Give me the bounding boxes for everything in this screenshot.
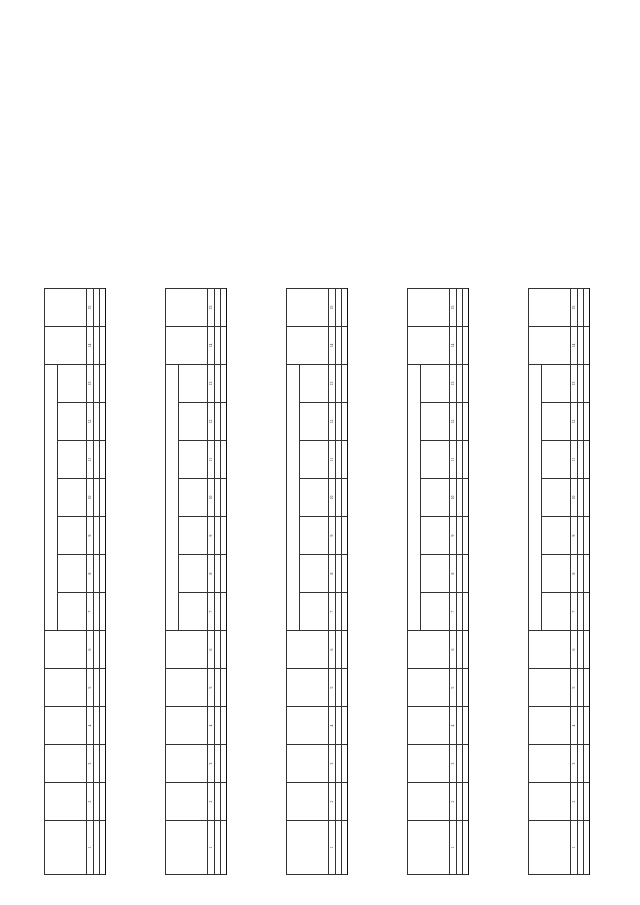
column-header xyxy=(287,326,329,364)
column-header xyxy=(529,745,571,783)
table-cell xyxy=(100,441,106,479)
table-cell xyxy=(221,441,227,479)
column-header xyxy=(542,403,571,441)
column-number: 1 xyxy=(208,821,215,875)
column-number: 13 xyxy=(329,364,336,402)
table-cell xyxy=(463,288,469,326)
column-number: 10 xyxy=(571,479,578,517)
column-number: 6 xyxy=(208,631,215,669)
table-cell xyxy=(221,555,227,593)
column-header xyxy=(287,669,329,707)
column-header xyxy=(45,326,87,364)
column-number: 2 xyxy=(571,783,578,821)
table-cell xyxy=(463,326,469,364)
table-cell xyxy=(584,707,590,745)
table-cell xyxy=(584,403,590,441)
column-number: 14 xyxy=(571,326,578,364)
table-cell xyxy=(342,326,348,364)
column-header xyxy=(166,707,208,745)
analysis-table xyxy=(165,288,227,875)
column-number: 4 xyxy=(571,707,578,745)
table-cell xyxy=(221,479,227,517)
table-cell xyxy=(221,326,227,364)
column-number: 7 xyxy=(571,593,578,631)
table-cell xyxy=(584,364,590,402)
column-header xyxy=(166,326,208,364)
table-cell xyxy=(100,403,106,441)
column-number: 6 xyxy=(450,631,457,669)
column-header xyxy=(179,364,208,402)
column-number: 9 xyxy=(87,517,94,555)
column-header xyxy=(421,593,450,631)
column-header xyxy=(529,707,571,745)
column-number: 10 xyxy=(208,479,215,517)
column-number: 8 xyxy=(208,555,215,593)
column-header xyxy=(179,517,208,555)
column-header xyxy=(300,593,329,631)
column-number: 14 xyxy=(208,326,215,364)
table-cell xyxy=(100,783,106,821)
table-cell xyxy=(584,441,590,479)
table-cell xyxy=(463,821,469,875)
column-number: 12 xyxy=(450,403,457,441)
table-cell xyxy=(584,745,590,783)
column-header xyxy=(542,555,571,593)
column-header xyxy=(542,517,571,555)
column-header xyxy=(287,288,329,326)
table-cell xyxy=(584,326,590,364)
table-cell xyxy=(584,517,590,555)
column-number: 14 xyxy=(87,326,94,364)
column-number: 13 xyxy=(87,364,94,402)
column-header xyxy=(529,288,571,326)
analysis-table xyxy=(528,288,590,875)
column-header xyxy=(287,821,329,875)
column-number: 10 xyxy=(329,479,336,517)
column-number: 15 xyxy=(208,288,215,326)
table-cell xyxy=(463,707,469,745)
column-number: 8 xyxy=(571,555,578,593)
column-number: 1 xyxy=(450,821,457,875)
column-number: 5 xyxy=(571,669,578,707)
column-header xyxy=(58,479,87,517)
column-number: 3 xyxy=(87,745,94,783)
table-cell xyxy=(100,326,106,364)
column-number: 5 xyxy=(208,669,215,707)
table-row xyxy=(342,288,348,874)
column-number: 5 xyxy=(450,669,457,707)
column-header xyxy=(166,669,208,707)
table-cell xyxy=(342,821,348,875)
column-number: 7 xyxy=(329,593,336,631)
column-number: 3 xyxy=(208,745,215,783)
column-header xyxy=(45,745,87,783)
column-header xyxy=(179,441,208,479)
column-header xyxy=(542,364,571,402)
column-header xyxy=(529,821,571,875)
column-header xyxy=(542,441,571,479)
table-cell xyxy=(342,441,348,479)
table-cell xyxy=(342,783,348,821)
table-cell xyxy=(342,555,348,593)
table-cell xyxy=(342,364,348,402)
column-header xyxy=(408,783,450,821)
column-number: 6 xyxy=(571,631,578,669)
column-header xyxy=(542,479,571,517)
column-header xyxy=(529,326,571,364)
table-cell xyxy=(342,631,348,669)
column-number: 3 xyxy=(450,745,457,783)
table-cell xyxy=(584,288,590,326)
column-number: 12 xyxy=(87,403,94,441)
table-cell xyxy=(221,593,227,631)
column-header xyxy=(287,783,329,821)
table-cell xyxy=(463,403,469,441)
table-cell xyxy=(221,517,227,555)
column-number: 9 xyxy=(329,517,336,555)
column-header xyxy=(45,631,87,669)
table-cell xyxy=(100,745,106,783)
column-number: 12 xyxy=(571,403,578,441)
column-number: 4 xyxy=(329,707,336,745)
column-header xyxy=(408,821,450,875)
column-number: 3 xyxy=(329,745,336,783)
column-number: 12 xyxy=(329,403,336,441)
column-number: 11 xyxy=(87,441,94,479)
table-cell xyxy=(100,707,106,745)
column-header xyxy=(300,517,329,555)
table-row xyxy=(584,288,590,874)
column-header xyxy=(287,631,329,669)
column-header xyxy=(529,783,571,821)
column-number: 7 xyxy=(208,593,215,631)
table-cell xyxy=(221,821,227,875)
column-number: 15 xyxy=(571,288,578,326)
table-cell xyxy=(463,669,469,707)
column-header xyxy=(421,517,450,555)
column-header xyxy=(300,403,329,441)
column-number: 9 xyxy=(571,517,578,555)
column-header xyxy=(408,326,450,364)
column-number: 6 xyxy=(329,631,336,669)
column-header xyxy=(300,479,329,517)
column-number: 11 xyxy=(450,441,457,479)
table-cell xyxy=(463,783,469,821)
column-number: 9 xyxy=(450,517,457,555)
column-header xyxy=(166,745,208,783)
column-number: 8 xyxy=(450,555,457,593)
column-number: 12 xyxy=(208,403,215,441)
table-cell xyxy=(584,631,590,669)
column-number: 9 xyxy=(208,517,215,555)
column-header xyxy=(529,631,571,669)
column-number: 11 xyxy=(208,441,215,479)
column-header xyxy=(58,364,87,402)
table-cell xyxy=(342,517,348,555)
table-cell xyxy=(463,555,469,593)
table-cell xyxy=(584,669,590,707)
table-cell xyxy=(221,288,227,326)
table-cell xyxy=(100,364,106,402)
column-header xyxy=(408,288,450,326)
column-number: 14 xyxy=(329,326,336,364)
column-number: 3 xyxy=(571,745,578,783)
table-cell xyxy=(342,479,348,517)
column-header xyxy=(408,631,450,669)
column-number: 4 xyxy=(87,707,94,745)
column-header xyxy=(58,555,87,593)
column-number: 1 xyxy=(329,821,336,875)
table-cell xyxy=(342,669,348,707)
column-header xyxy=(408,669,450,707)
column-number: 7 xyxy=(450,593,457,631)
column-header xyxy=(179,555,208,593)
column-header xyxy=(166,288,208,326)
table-cell xyxy=(463,364,469,402)
table-cell xyxy=(100,821,106,875)
table-cell xyxy=(221,364,227,402)
column-number: 14 xyxy=(450,326,457,364)
group-header xyxy=(408,364,421,630)
column-number: 11 xyxy=(329,441,336,479)
table-cell xyxy=(221,783,227,821)
table-cell xyxy=(100,288,106,326)
column-header xyxy=(45,288,87,326)
column-header xyxy=(58,441,87,479)
table-row xyxy=(221,288,227,874)
table-cell xyxy=(221,631,227,669)
column-header xyxy=(300,441,329,479)
column-header xyxy=(166,783,208,821)
table-cell xyxy=(463,517,469,555)
column-header xyxy=(421,364,450,402)
column-header xyxy=(179,403,208,441)
column-number: 15 xyxy=(450,288,457,326)
column-header xyxy=(45,821,87,875)
analysis-table xyxy=(407,288,469,875)
column-header xyxy=(408,707,450,745)
column-header xyxy=(529,669,571,707)
table-row xyxy=(100,288,106,874)
table-cell xyxy=(221,745,227,783)
column-number: 2 xyxy=(450,783,457,821)
table-cell xyxy=(100,593,106,631)
column-header xyxy=(421,479,450,517)
column-number: 1 xyxy=(571,821,578,875)
column-number: 13 xyxy=(208,364,215,402)
table-cell xyxy=(221,403,227,441)
analysis-table xyxy=(44,288,106,875)
table-cell xyxy=(342,288,348,326)
table-cell xyxy=(463,479,469,517)
column-number: 6 xyxy=(87,631,94,669)
column-number: 5 xyxy=(329,669,336,707)
column-header xyxy=(300,555,329,593)
column-number: 8 xyxy=(87,555,94,593)
column-header xyxy=(542,593,571,631)
column-header xyxy=(166,631,208,669)
table-cell xyxy=(463,631,469,669)
column-header xyxy=(166,821,208,875)
table-cell xyxy=(463,441,469,479)
table-cell xyxy=(584,479,590,517)
table-cell xyxy=(100,631,106,669)
table-cell xyxy=(584,555,590,593)
table-cell xyxy=(221,669,227,707)
column-header xyxy=(287,707,329,745)
table-cell xyxy=(584,593,590,631)
table-cell xyxy=(221,707,227,745)
column-number: 10 xyxy=(450,479,457,517)
table-cell xyxy=(342,593,348,631)
column-number: 4 xyxy=(208,707,215,745)
column-header xyxy=(179,593,208,631)
column-number: 11 xyxy=(571,441,578,479)
column-number: 4 xyxy=(450,707,457,745)
column-header xyxy=(287,745,329,783)
column-header xyxy=(58,517,87,555)
analysis-table xyxy=(286,288,348,875)
column-number: 2 xyxy=(329,783,336,821)
table-cell xyxy=(342,745,348,783)
table-cell xyxy=(342,403,348,441)
column-number: 13 xyxy=(571,364,578,402)
table-cell xyxy=(463,593,469,631)
column-header xyxy=(45,707,87,745)
table-cell xyxy=(342,707,348,745)
group-header xyxy=(45,364,58,630)
column-header xyxy=(300,364,329,402)
column-number: 7 xyxy=(87,593,94,631)
column-header xyxy=(421,441,450,479)
column-header xyxy=(45,783,87,821)
column-number: 8 xyxy=(329,555,336,593)
column-number: 13 xyxy=(450,364,457,402)
column-number: 15 xyxy=(329,288,336,326)
table-row xyxy=(463,288,469,874)
column-header xyxy=(45,669,87,707)
column-header xyxy=(179,479,208,517)
table-cell xyxy=(100,479,106,517)
table-cell xyxy=(100,669,106,707)
table-cell xyxy=(463,745,469,783)
column-number: 1 xyxy=(87,821,94,875)
column-header xyxy=(408,745,450,783)
table-cell xyxy=(100,517,106,555)
column-number: 5 xyxy=(87,669,94,707)
column-header xyxy=(58,403,87,441)
table-cell xyxy=(584,821,590,875)
table-cell xyxy=(584,783,590,821)
column-header xyxy=(421,403,450,441)
column-number: 2 xyxy=(87,783,94,821)
table-cell xyxy=(100,555,106,593)
group-header xyxy=(287,364,300,630)
column-header xyxy=(58,593,87,631)
column-number: 2 xyxy=(208,783,215,821)
group-header xyxy=(529,364,542,630)
column-number: 15 xyxy=(87,288,94,326)
column-number: 10 xyxy=(87,479,94,517)
column-header xyxy=(421,555,450,593)
group-header xyxy=(166,364,179,630)
